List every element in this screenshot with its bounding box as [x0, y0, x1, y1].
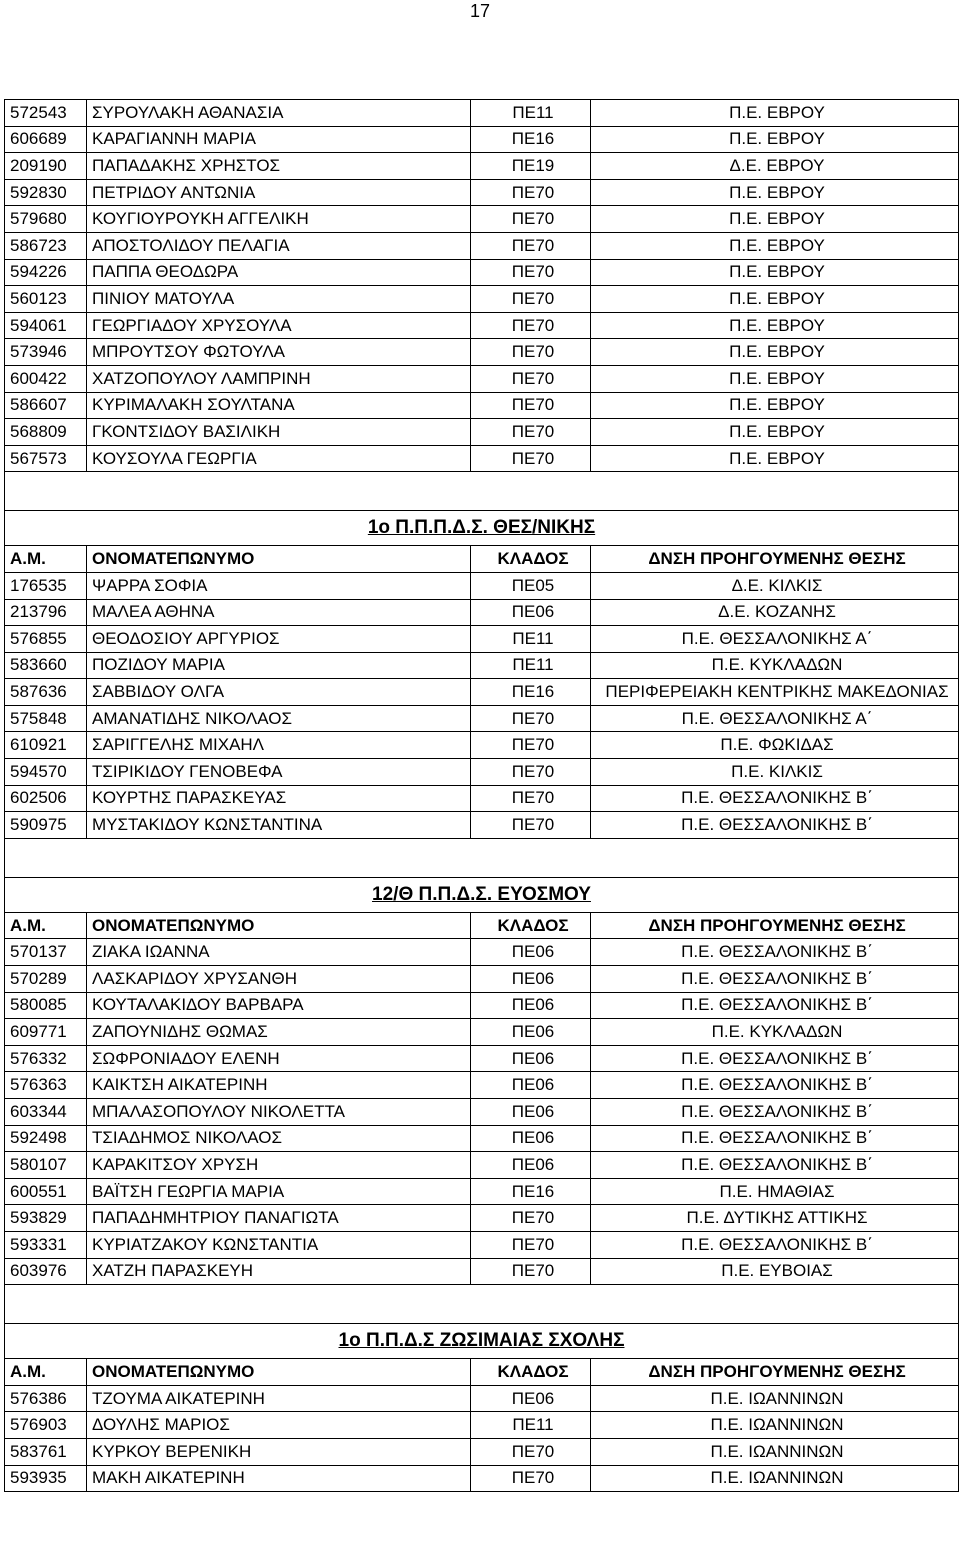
spacer-cell	[5, 472, 959, 511]
spacer-row	[5, 1285, 959, 1324]
header-name: ΟΝΟΜΑΤΕΠΩΝΥΜΟ	[87, 546, 471, 573]
table-row	[5, 1019, 959, 1046]
am-cell: 600551	[5, 1178, 87, 1205]
dnsh-cell: Π.Ε. ΕΒΡΟΥ	[591, 232, 959, 259]
section-title: 1ο Π.Π.Δ.Σ ΖΩΣΙΜΑΙΑΣ ΣΧΟΛΗΣ	[338, 1330, 625, 1352]
am-cell: 570137	[5, 939, 87, 966]
column-header-row	[5, 546, 959, 573]
klados-cell: ΠΕ06	[471, 1019, 591, 1046]
dnsh-cell: Π.Ε. ΕΒΡΟΥ	[591, 126, 959, 153]
table-row	[5, 1412, 959, 1439]
klados-cell: ΠΕ70	[471, 259, 591, 286]
klados-cell: ΠΕ06	[471, 1152, 591, 1179]
table-row	[5, 259, 959, 286]
am-cell: 568809	[5, 419, 87, 446]
am-cell: 176535	[5, 572, 87, 599]
name-cell: ΑΠΟΣΤΟΛΙΔΟΥ ΠΕΛΑΓΙΑ	[87, 232, 471, 259]
dnsh-cell: Π.Ε. ΙΩΑΝΝΙΝΩΝ	[591, 1438, 959, 1465]
dnsh-cell: Π.Ε. ΕΒΡΟΥ	[591, 206, 959, 233]
am-cell: 572543	[5, 100, 87, 127]
dnsh-cell: Π.Ε. ΕΒΡΟΥ	[591, 445, 959, 472]
am-cell: 576903	[5, 1412, 87, 1439]
dnsh-cell: Π.Ε. ΕΒΡΟΥ	[591, 365, 959, 392]
name-cell: ΚΟΥΣΟΥΛΑ ΓΕΩΡΓΙΑ	[87, 445, 471, 472]
table-row	[5, 679, 959, 706]
klados-cell: ΠΕ70	[471, 759, 591, 786]
table-row	[5, 445, 959, 472]
name-cell: ΚΥΡΙΑΤΖΑΚΟΥ ΚΩΝΣΤΑΝΤΙΑ	[87, 1231, 471, 1258]
am-cell: 594570	[5, 759, 87, 786]
name-cell: ΘΕΟΔΟΣΙΟΥ ΑΡΓΥΡΙΟΣ	[87, 626, 471, 653]
dnsh-cell: Π.Ε. ΕΒΡΟΥ	[591, 286, 959, 313]
name-cell: ΚΑΡΑΓΙΑΝΝΗ ΜΑΡΙΑ	[87, 126, 471, 153]
klados-cell: ΠΕ06	[471, 599, 591, 626]
dnsh-cell: Π.Ε. ΘΕΣΣΑΛΟΝΙΚΗΣ Α΄	[591, 626, 959, 653]
header-dnsh: ΔΝΣΗ ΠΡΟΗΓΟΥΜΕΝΗΣ ΘΕΣΗΣ	[591, 912, 959, 939]
am-cell: 593331	[5, 1231, 87, 1258]
assignment-table	[4, 99, 959, 1492]
klados-cell: ΠΕ70	[471, 206, 591, 233]
klados-cell: ΠΕ70	[471, 339, 591, 366]
table-row	[5, 599, 959, 626]
name-cell: ΒΑΪΤΣΗ ΓΕΩΡΓΙΑ ΜΑΡΙΑ	[87, 1178, 471, 1205]
klados-cell: ΠΕ70	[471, 1438, 591, 1465]
table-row	[5, 572, 959, 599]
table-row	[5, 1438, 959, 1465]
klados-cell: ΠΕ70	[471, 1231, 591, 1258]
am-cell: 594226	[5, 259, 87, 286]
header-am: Α.Μ.	[5, 912, 87, 939]
header-am: Α.Μ.	[5, 546, 87, 573]
dnsh-cell: Π.Ε. ΘΕΣΣΑΛΟΝΙΚΗΣ Β΄	[591, 1152, 959, 1179]
header-am: Α.Μ.	[5, 1359, 87, 1386]
klados-cell: ΠΕ06	[471, 1385, 591, 1412]
dnsh-cell: Π.Ε. ΕΒΡΟΥ	[591, 179, 959, 206]
dnsh-cell: Δ.Ε. ΚΟΖΑΝΗΣ	[591, 599, 959, 626]
am-cell: 603344	[5, 1099, 87, 1126]
dnsh-cell: Π.Ε. ΙΩΑΝΝΙΝΩΝ	[591, 1412, 959, 1439]
table-row	[5, 812, 959, 839]
klados-cell: ΠΕ70	[471, 812, 591, 839]
name-cell: ΠΑΠΑΔΑΚΗΣ ΧΡΗΣΤΟΣ	[87, 153, 471, 180]
klados-cell: ΠΕ06	[471, 1099, 591, 1126]
table-row	[5, 339, 959, 366]
table-body	[5, 100, 959, 1492]
am-cell: 593829	[5, 1205, 87, 1232]
am-cell: 592830	[5, 179, 87, 206]
klados-cell: ΠΕ70	[471, 1205, 591, 1232]
header-name: ΟΝΟΜΑΤΕΠΩΝΥΜΟ	[87, 1359, 471, 1386]
am-cell: 579680	[5, 206, 87, 233]
dnsh-cell: Π.Ε. ΚΥΚΛΑΔΩΝ	[591, 1019, 959, 1046]
table-row	[5, 179, 959, 206]
section-title-row	[5, 877, 959, 912]
dnsh-cell: Π.Ε. ΘΕΣΣΑΛΟΝΙΚΗΣ Α΄	[591, 705, 959, 732]
klados-cell: ΠΕ11	[471, 626, 591, 653]
dnsh-cell: Π.Ε. ΕΒΡΟΥ	[591, 312, 959, 339]
klados-cell: ΠΕ11	[471, 1412, 591, 1439]
am-cell: 580085	[5, 992, 87, 1019]
klados-cell: ΠΕ70	[471, 419, 591, 446]
klados-cell: ΠΕ70	[471, 445, 591, 472]
name-cell: ΜΠΑΛΑΣΟΠΟΥΛΟΥ ΝΙΚΟΛΕΤΤΑ	[87, 1099, 471, 1126]
klados-cell: ΠΕ16	[471, 126, 591, 153]
name-cell: ΧΑΤΖΗ ΠΑΡΑΣΚΕΥΗ	[87, 1258, 471, 1285]
klados-cell: ΠΕ06	[471, 992, 591, 1019]
name-cell: ΠΟΖΙΔΟΥ ΜΑΡΙΑ	[87, 652, 471, 679]
table-row	[5, 126, 959, 153]
table-row	[5, 1205, 959, 1232]
name-cell: ΤΣΙΡΙΚΙΔΟΥ ΓΕΝΟΒΕΦΑ	[87, 759, 471, 786]
am-cell: 570289	[5, 966, 87, 993]
name-cell: ΚΟΥΓΙΟΥΡΟΥΚΗ ΑΓΓΕΛΙΚΗ	[87, 206, 471, 233]
table-row	[5, 206, 959, 233]
column-header-row	[5, 1359, 959, 1386]
dnsh-cell: Π.Ε. ΘΕΣΣΑΛΟΝΙΚΗΣ Β΄	[591, 1072, 959, 1099]
name-cell: ΠΑΠΠΑ ΘΕΟΔΩΡΑ	[87, 259, 471, 286]
am-cell: 576386	[5, 1385, 87, 1412]
table-row	[5, 232, 959, 259]
klados-cell: ΠΕ70	[471, 1465, 591, 1492]
table-row	[5, 1385, 959, 1412]
name-cell: ΤΣΙΑΔΗΜΟΣ ΝΙΚΟΛΑΟΣ	[87, 1125, 471, 1152]
dnsh-cell: Π.Ε. ΕΒΡΟΥ	[591, 259, 959, 286]
klados-cell: ΠΕ06	[471, 1125, 591, 1152]
dnsh-cell: Π.Ε. ΘΕΣΣΑΛΟΝΙΚΗΣ Β΄	[591, 992, 959, 1019]
dnsh-cell: Π.Ε. ΕΒΡΟΥ	[591, 392, 959, 419]
am-cell: 576363	[5, 1072, 87, 1099]
klados-cell: ΠΕ11	[471, 100, 591, 127]
am-cell: 576332	[5, 1045, 87, 1072]
dnsh-cell: Π.Ε. ΦΩΚΙΔΑΣ	[591, 732, 959, 759]
table-row	[5, 100, 959, 127]
am-cell: 575848	[5, 705, 87, 732]
dnsh-cell: Π.Ε. ΗΜΑΘΙΑΣ	[591, 1178, 959, 1205]
dnsh-cell: Π.Ε. ΘΕΣΣΑΛΟΝΙΚΗΣ Β΄	[591, 1125, 959, 1152]
name-cell: ΠΕΤΡΙΔΟΥ ΑΝΤΩΝΙΑ	[87, 179, 471, 206]
name-cell: ΚΑΙΚΤΣΗ ΑΙΚΑΤΕΡΙΝΗ	[87, 1072, 471, 1099]
dnsh-cell: Π.Ε. ΘΕΣΣΑΛΟΝΙΚΗΣ Β΄	[591, 1045, 959, 1072]
dnsh-cell: Π.Ε. ΚΥΚΛΑΔΩΝ	[591, 652, 959, 679]
klados-cell: ΠΕ06	[471, 939, 591, 966]
name-cell: ΛΑΣΚΑΡΙΔΟΥ ΧΡΥΣΑΝΘΗ	[87, 966, 471, 993]
section-title-row	[5, 511, 959, 546]
am-cell: 583761	[5, 1438, 87, 1465]
am-cell: 576855	[5, 626, 87, 653]
table-row	[5, 1178, 959, 1205]
header-dnsh: ΔΝΣΗ ΠΡΟΗΓΟΥΜΕΝΗΣ ΘΕΣΗΣ	[591, 546, 959, 573]
name-cell: ΚΟΥΡΤΗΣ ΠΑΡΑΣΚΕΥΑΣ	[87, 785, 471, 812]
name-cell: ΑΜΑΝΑΤΙΔΗΣ ΝΙΚΟΛΑΟΣ	[87, 705, 471, 732]
am-cell: 573946	[5, 339, 87, 366]
klados-cell: ΠΕ70	[471, 392, 591, 419]
am-cell: 610921	[5, 732, 87, 759]
name-cell: ΔΟΥΛΗΣ ΜΑΡΙΟΣ	[87, 1412, 471, 1439]
klados-cell: ΠΕ70	[471, 705, 591, 732]
name-cell: ΚΑΡΑΚΙΤΣΟΥ ΧΡΥΣΗ	[87, 1152, 471, 1179]
am-cell: 580107	[5, 1152, 87, 1179]
klados-cell: ΠΕ16	[471, 679, 591, 706]
name-cell: ΜΥΣΤΑΚΙΔΟΥ ΚΩΝΣΤΑΝΤΙΝΑ	[87, 812, 471, 839]
klados-cell: ΠΕ70	[471, 365, 591, 392]
spacer-cell	[5, 838, 959, 877]
am-cell: 213796	[5, 599, 87, 626]
section-title-cell	[5, 877, 959, 912]
klados-cell: ΠΕ06	[471, 1072, 591, 1099]
name-cell: ΚΥΡΙΜΑΛΑΚΗ ΣΟΥΛΤΑΝΑ	[87, 392, 471, 419]
section-title: 1ο Π.Π.Π.Δ.Σ. ΘΕΣ/ΝΙΚΗΣ	[367, 517, 596, 539]
table-row	[5, 1152, 959, 1179]
table-row	[5, 652, 959, 679]
dnsh-cell: Π.Ε. ΕΥΒΟΙΑΣ	[591, 1258, 959, 1285]
dnsh-cell: Π.Ε. ΘΕΣΣΑΛΟΝΙΚΗΣ Β΄	[591, 939, 959, 966]
table-row	[5, 1125, 959, 1152]
table-row	[5, 785, 959, 812]
section-title-row	[5, 1324, 959, 1359]
table-row	[5, 626, 959, 653]
name-cell: ΜΑΚΗ ΑΙΚΑΤΕΡΙΝΗ	[87, 1465, 471, 1492]
klados-cell: ΠΕ06	[471, 1045, 591, 1072]
am-cell: 606689	[5, 126, 87, 153]
dnsh-cell: Π.Ε. ΙΩΑΝΝΙΝΩΝ	[591, 1465, 959, 1492]
klados-cell: ΠΕ05	[471, 572, 591, 599]
column-header-row	[5, 912, 959, 939]
am-cell: 594061	[5, 312, 87, 339]
header-klados: ΚΛΑΔΟΣ	[471, 912, 591, 939]
dnsh-cell: Π.Ε. ΘΕΣΣΑΛΟΝΙΚΗΣ Β΄	[591, 1099, 959, 1126]
spacer-row	[5, 472, 959, 511]
name-cell: ΖΙΑΚΑ ΙΩΑΝΝΑ	[87, 939, 471, 966]
header-klados: ΚΛΑΔΟΣ	[471, 1359, 591, 1386]
name-cell: ΜΑΛΕΑ ΑΘΗΝΑ	[87, 599, 471, 626]
table-row	[5, 992, 959, 1019]
table-row	[5, 286, 959, 313]
klados-cell: ΠΕ70	[471, 785, 591, 812]
klados-cell: ΠΕ70	[471, 232, 591, 259]
page-number: 17	[469, 1, 491, 21]
am-cell: 587636	[5, 679, 87, 706]
section-title: 12/Θ Π.Π.Δ.Σ. ΕΥΟΣΜΟΥ	[372, 883, 591, 905]
klados-cell: ΠΕ16	[471, 1178, 591, 1205]
table-row	[5, 732, 959, 759]
table-row	[5, 392, 959, 419]
am-cell: 602506	[5, 785, 87, 812]
am-cell: 590975	[5, 812, 87, 839]
am-cell: 560123	[5, 286, 87, 313]
name-cell: ΠΑΠΑΔΗΜΗΤΡΙΟΥ ΠΑΝΑΓΙΩΤΑ	[87, 1205, 471, 1232]
spacer-cell	[5, 1285, 959, 1324]
name-cell: ΣΑΒΒΙΔΟΥ ΟΛΓΑ	[87, 679, 471, 706]
dnsh-cell: Π.Ε. ΘΕΣΣΑΛΟΝΙΚΗΣ Β΄	[591, 966, 959, 993]
dnsh-cell: Π.Ε. ΘΕΣΣΑΛΟΝΙΚΗΣ Β΄	[591, 785, 959, 812]
header-dnsh: ΔΝΣΗ ΠΡΟΗΓΟΥΜΕΝΗΣ ΘΕΣΗΣ	[591, 1359, 959, 1386]
am-cell: 586723	[5, 232, 87, 259]
table-row	[5, 966, 959, 993]
dnsh-cell: Π.Ε. ΕΒΡΟΥ	[591, 339, 959, 366]
table-row	[5, 939, 959, 966]
name-cell: ΓΚΟΝΤΣΙΔΟΥ ΒΑΣΙΛΙΚΗ	[87, 419, 471, 446]
dnsh-cell: Π.Ε. ΘΕΣΣΑΛΟΝΙΚΗΣ Β΄	[591, 812, 959, 839]
table-row	[5, 1231, 959, 1258]
am-cell: 600422	[5, 365, 87, 392]
section-title-cell	[5, 511, 959, 546]
name-cell: ΣΥΡΟΥΛΑΚΗ ΑΘΑΝΑΣΙΑ	[87, 100, 471, 127]
table-row	[5, 1258, 959, 1285]
am-cell: 209190	[5, 153, 87, 180]
dnsh-cell: Π.Ε. ΔΥΤΙΚΗΣ ΑΤΤΙΚΗΣ	[591, 1205, 959, 1232]
klados-cell: ΠΕ70	[471, 1258, 591, 1285]
am-cell: 609771	[5, 1019, 87, 1046]
header-klados: ΚΛΑΔΟΣ	[471, 546, 591, 573]
section-title-cell	[5, 1324, 959, 1359]
am-cell: 583660	[5, 652, 87, 679]
am-cell: 592498	[5, 1125, 87, 1152]
klados-cell: ΠΕ70	[471, 732, 591, 759]
name-cell: ΚΟΥΤΑΛΑΚΙΔΟΥ ΒΑΡΒΑΡΑ	[87, 992, 471, 1019]
table-row	[5, 1099, 959, 1126]
name-cell: ΧΑΤΖΟΠΟΥΛΟΥ ΛΑΜΠΡΙΝΗ	[87, 365, 471, 392]
dnsh-cell: Π.Ε. ΘΕΣΣΑΛΟΝΙΚΗΣ Β΄	[591, 1231, 959, 1258]
klados-cell: ΠΕ06	[471, 966, 591, 993]
am-cell: 567573	[5, 445, 87, 472]
dnsh-cell: ΠΕΡΙΦΕΡΕΙΑΚΗ ΚΕΝΤΡΙΚΗΣ ΜΑΚΕΔΟΝΙΑΣ	[591, 679, 959, 706]
am-cell: 593935	[5, 1465, 87, 1492]
dnsh-cell: Δ.Ε. ΚΙΛΚΙΣ	[591, 572, 959, 599]
klados-cell: ΠΕ70	[471, 179, 591, 206]
name-cell: ΨΑΡΡΑ ΣΟΦΙΑ	[87, 572, 471, 599]
table-row	[5, 312, 959, 339]
am-cell: 586607	[5, 392, 87, 419]
dnsh-cell: Δ.Ε. ΕΒΡΟΥ	[591, 153, 959, 180]
name-cell: ΓΕΩΡΓΙΑΔΟΥ ΧΡΥΣΟΥΛΑ	[87, 312, 471, 339]
table-row	[5, 1465, 959, 1492]
spacer-row	[5, 838, 959, 877]
table-row	[5, 365, 959, 392]
klados-cell: ΠΕ70	[471, 312, 591, 339]
name-cell: ΚΥΡΚΟΥ ΒΕΡΕΝΙΚΗ	[87, 1438, 471, 1465]
dnsh-cell: Π.Ε. ΕΒΡΟΥ	[591, 100, 959, 127]
name-cell: ΠΙΝΙΟΥ ΜΑΤΟΥΛΑ	[87, 286, 471, 313]
name-cell: ΣΑΡΙΓΓΕΛΗΣ ΜΙΧΑΗΛ	[87, 732, 471, 759]
klados-cell: ΠΕ19	[471, 153, 591, 180]
name-cell: ΤΖΟΥΜΑ ΑΙΚΑΤΕΡΙΝΗ	[87, 1385, 471, 1412]
table-row	[5, 419, 959, 446]
klados-cell: ΠΕ11	[471, 652, 591, 679]
dnsh-cell: Π.Ε. ΚΙΛΚΙΣ	[591, 759, 959, 786]
header-name: ΟΝΟΜΑΤΕΠΩΝΥΜΟ	[87, 912, 471, 939]
dnsh-cell: Π.Ε. ΙΩΑΝΝΙΝΩΝ	[591, 1385, 959, 1412]
dnsh-cell: Π.Ε. ΕΒΡΟΥ	[591, 419, 959, 446]
name-cell: ΣΩΦΡΟΝΙΑΔΟΥ ΕΛΕΝΗ	[87, 1045, 471, 1072]
klados-cell: ΠΕ70	[471, 286, 591, 313]
table-row	[5, 1045, 959, 1072]
table-row	[5, 153, 959, 180]
name-cell: ΖΑΠΟΥΝΙΔΗΣ ΘΩΜΑΣ	[87, 1019, 471, 1046]
am-cell: 603976	[5, 1258, 87, 1285]
table-row	[5, 1072, 959, 1099]
table-row	[5, 705, 959, 732]
name-cell: ΜΠΡΟΥΤΣΟΥ ΦΩΤΟΥΛΑ	[87, 339, 471, 366]
table-row	[5, 759, 959, 786]
